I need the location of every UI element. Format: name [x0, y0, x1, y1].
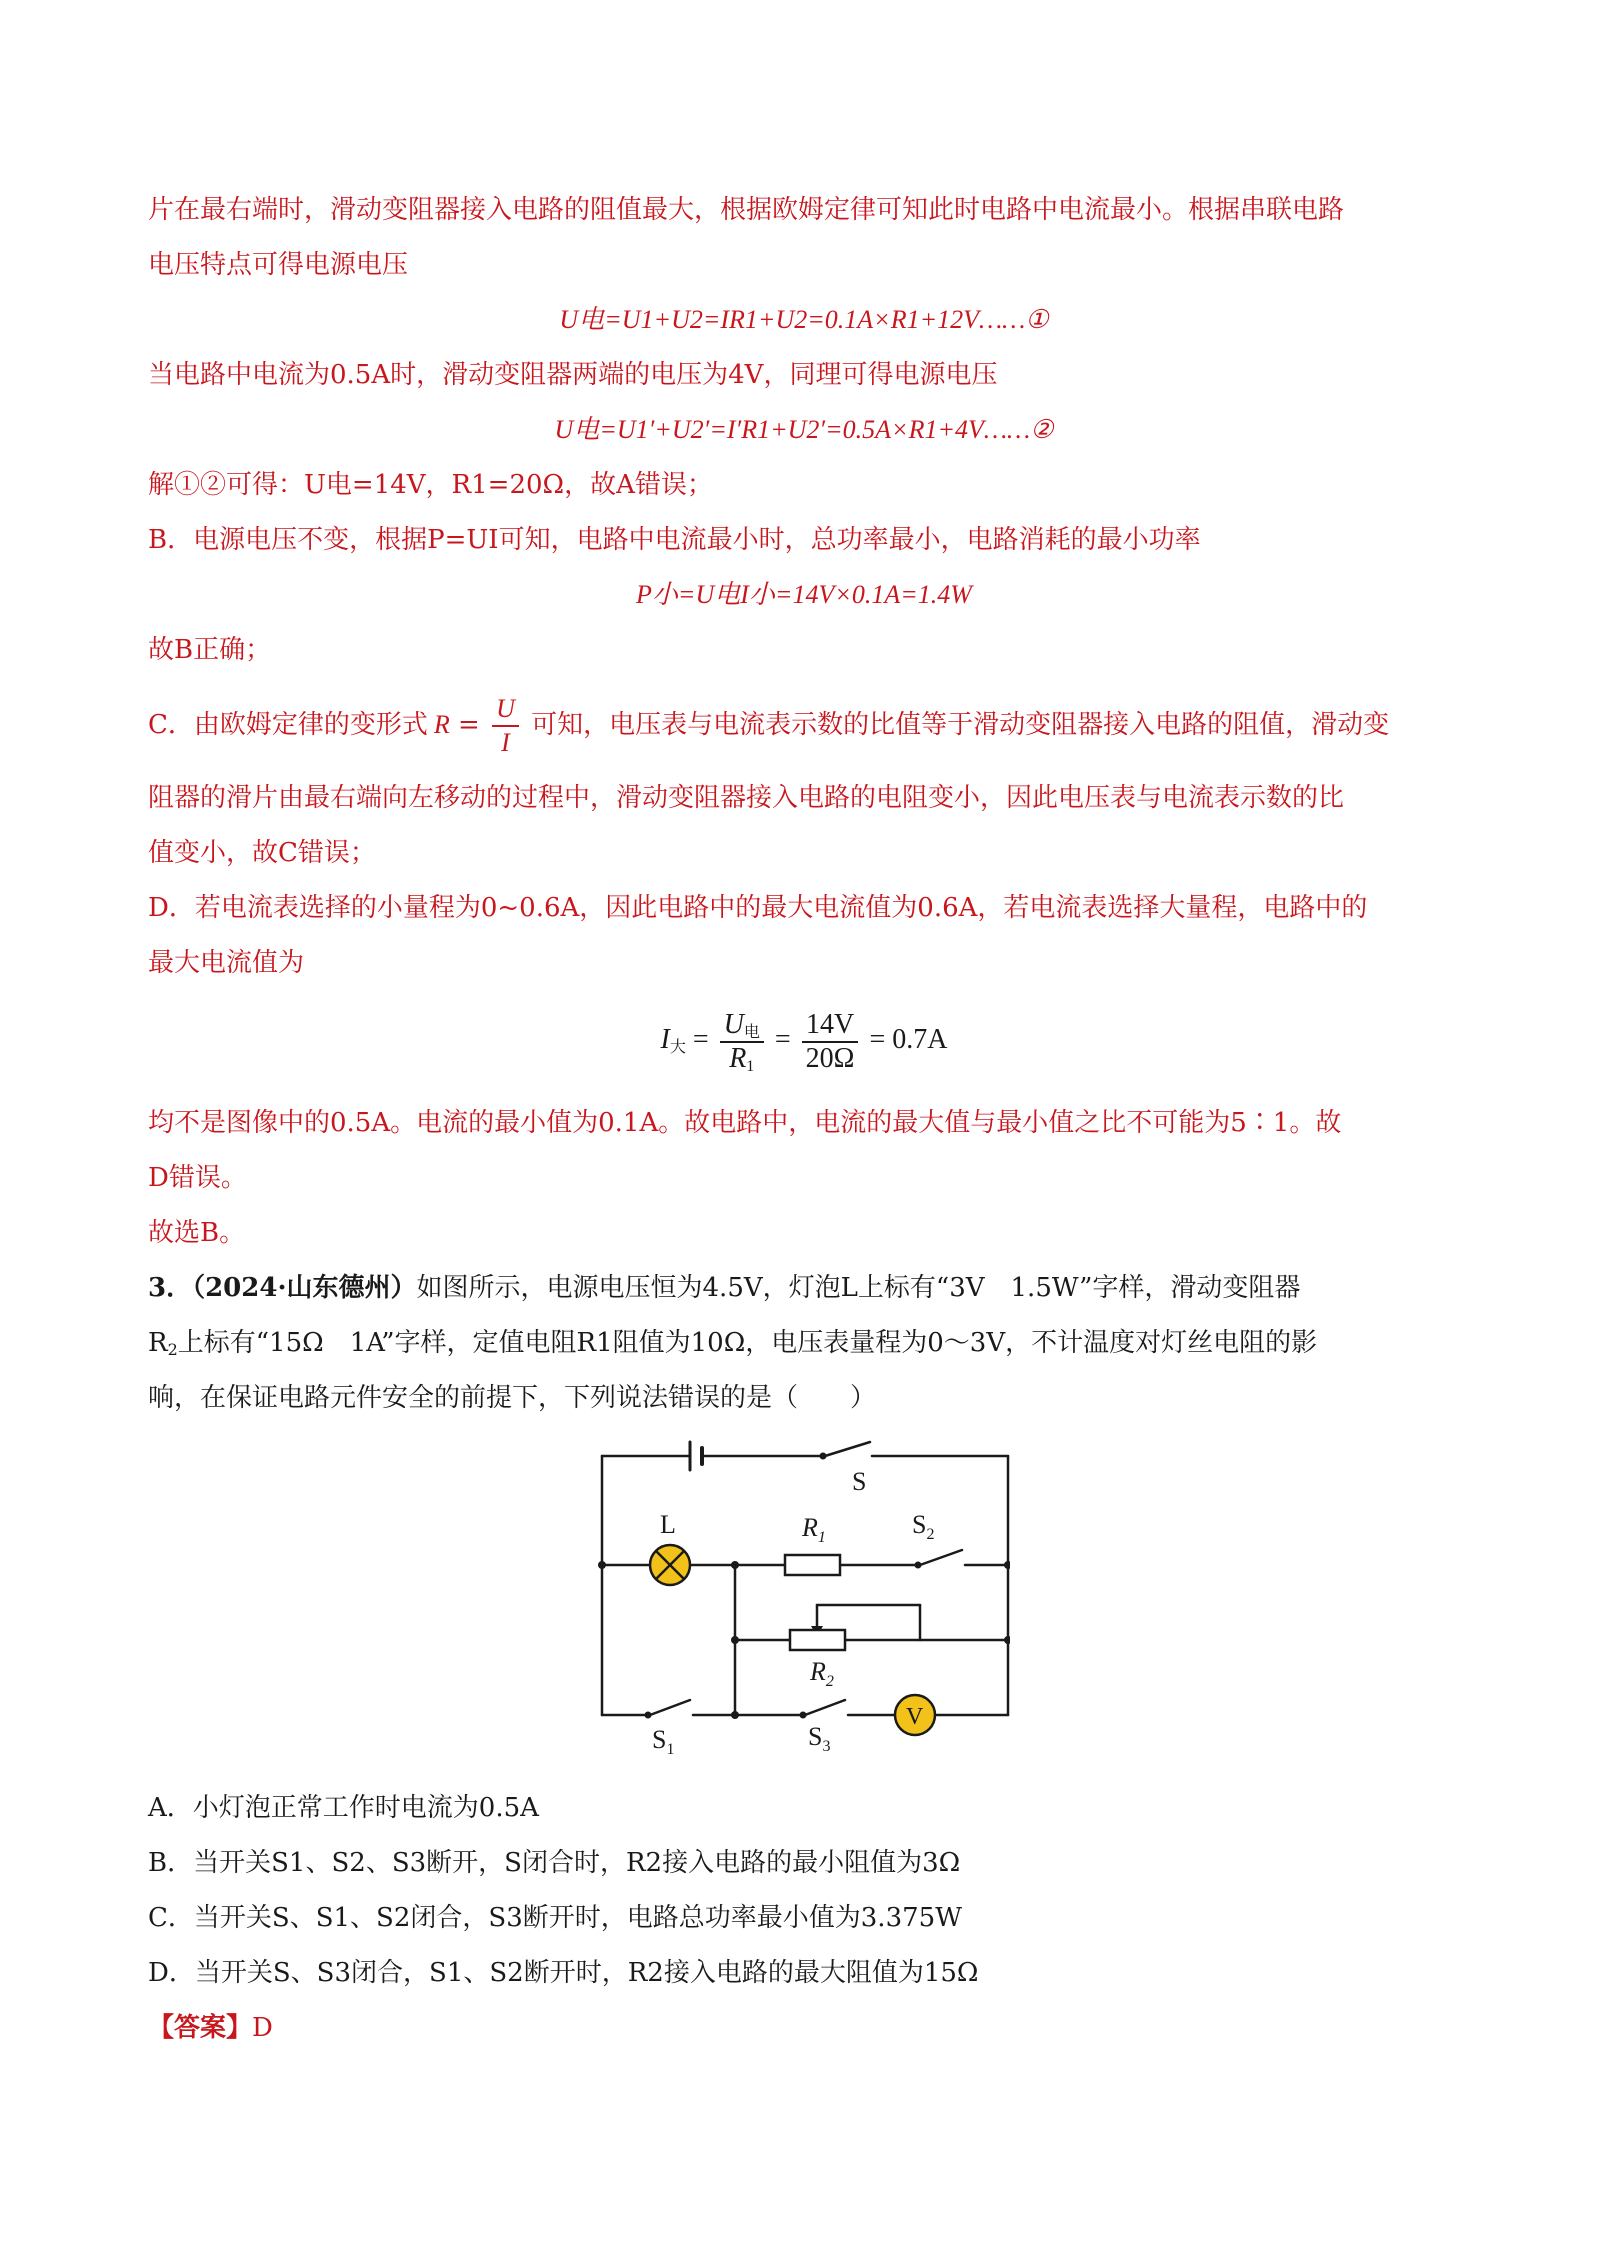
- solution-line: 故B正确；: [148, 635, 272, 665]
- label-s2: $S_2$: [912, 1510, 935, 1543]
- solution-line: 值变小，故C错误；: [148, 838, 376, 868]
- fraction-values: [802, 1009, 859, 1075]
- eq4-num1-sub: 电: [743, 1023, 760, 1041]
- answer: [148, 2010, 1460, 2046]
- eq4-result: = 0.7A: [869, 1024, 948, 1055]
- question-text: 如图所示，电源电压恒为4.5V，灯泡L上标有“3V 1.5W”字样，滑动变阻器: [416, 1273, 1301, 1303]
- question-source: （2024·山东德州）: [192, 1273, 417, 1303]
- eq4-den2: 20Ω: [805, 1042, 855, 1074]
- option-d: D．当开关S、S3闭合，S1、S2断开时，R2接入电路的最大阻值为15Ω: [148, 1958, 979, 1988]
- option-d-analysis: D．若电流表选择的小量程为0~0.6A，因此电路中的最大电流值为0.6A，若电流表选择大量程，电路中的: [148, 893, 1368, 923]
- label-r1: $R_1$: [802, 1513, 826, 1546]
- fraction-u-over-i: $\frac{U}{I}$: [492, 693, 519, 759]
- answer-value: D: [252, 2013, 273, 2043]
- final-choice: 故选B。: [148, 1218, 246, 1248]
- eq4-lhs-sub: 大: [669, 1039, 686, 1056]
- label-v: V: [906, 1704, 924, 1730]
- option-c-text: 可知，电压表与电流表示数的比值等于滑动变阻器接入电路的阻值，滑动变: [531, 710, 1390, 740]
- question-3-stem: 响，在保证电路元件安全的前提下，下列说法错误的是（ ）: [148, 1383, 877, 1413]
- answer-label: 【答案】: [148, 2013, 253, 2043]
- label-l: L: [660, 1510, 676, 1539]
- question-3-stem: [148, 1270, 1460, 1306]
- option-c-text: C．由欧姆定律的变形式: [148, 710, 428, 740]
- solution-line: 阻器的滑片由最右端向左移动的过程中，滑动变阻器接入电路的电阻变小，因此电压表与电流表示数的比: [148, 783, 1345, 813]
- label-s3: $S_3$: [808, 1722, 831, 1755]
- option-b-analysis: B．电源电压不变，根据P=UI可知，电路中电流最小时，总功率最小，电路消耗的最小功率: [148, 525, 1201, 555]
- question-3-stem: $R_2$上标有“15Ω 1A”字样，定值电阻R1阻值为10Ω，电压表量程为0～3V，不计温度对灯丝电阻的影: [148, 1328, 1318, 1359]
- eq4-num2: 14V: [802, 1009, 859, 1043]
- option-c-analysis: C．由欧姆定律的变形式 R = $\frac{U}{I}$ 可知，电压表与电流表示数的比值等于滑动变阻器接入电路的阻值，滑动变: [148, 694, 1390, 757]
- label-s: S: [852, 1467, 867, 1496]
- equation-1: U电=U1+U2=IR1+U2=0.1A×R1+12V……①: [559, 305, 1049, 334]
- label-s1: $S_1$: [652, 1725, 675, 1758]
- option-a: A．小灯泡正常工作时电流为0.5A: [148, 1793, 539, 1823]
- equation-3: P小=U电I小=14V×0.1A=1.4W: [636, 580, 972, 609]
- question-number: 3．: [148, 1273, 193, 1303]
- solution-line: 片在最右端时，滑动变阻器接入电路的阻值最大，根据欧姆定律可知此时电路中电流最小。根据串联电路: [148, 195, 1345, 225]
- option-c: C．当开关S、S1、S2闭合，S3断开时，电路总功率最小值为3.375W: [148, 1903, 962, 1933]
- eq4-den1-sub: 1: [746, 1057, 755, 1075]
- solution-line: 解①②可得：U电=14V，R1=20Ω，故A错误；: [148, 470, 713, 500]
- circuit-diagram: [590, 1430, 1010, 1760]
- solution-line: 当电路中电流为0.5A时，滑动变阻器两端的电压为4V，同理可得电源电压: [148, 360, 998, 390]
- solution-line: 电压特点可得电源电压: [148, 250, 409, 280]
- solution-line: 均不是图像中的0.5A。电流的最小值为0.1A。故电路中，电流的最大值与最小值之比不可能为5∶1。故: [148, 1108, 1342, 1138]
- question-text: 上标有“15Ω 1A”字样，定值电阻R1阻值为10Ω，电压表量程为0～3V，不计温度对灯丝电阻的影: [177, 1328, 1318, 1358]
- equation-4: $I_大$ = $\frac{U_电}{R_1}$ = $\frac{14V}{20\Omega}$ = 0.7A: [660, 1008, 948, 1075]
- solution-line: 最大电流值为: [148, 948, 305, 978]
- solution-line: D错误。: [148, 1163, 247, 1193]
- option-b: B．当开关S1、S2、S3断开，S闭合时，R2接入电路的最小阻值为3Ω: [148, 1848, 961, 1878]
- label-r2: $R_2$: [810, 1657, 834, 1690]
- equation-2: U电=U1′+U2′=I′R1+U2′=0.5A×R1+4V……②: [554, 415, 1054, 444]
- fraction-u-over-r1: $\frac{U_电}{R_1}$: [720, 1009, 764, 1075]
